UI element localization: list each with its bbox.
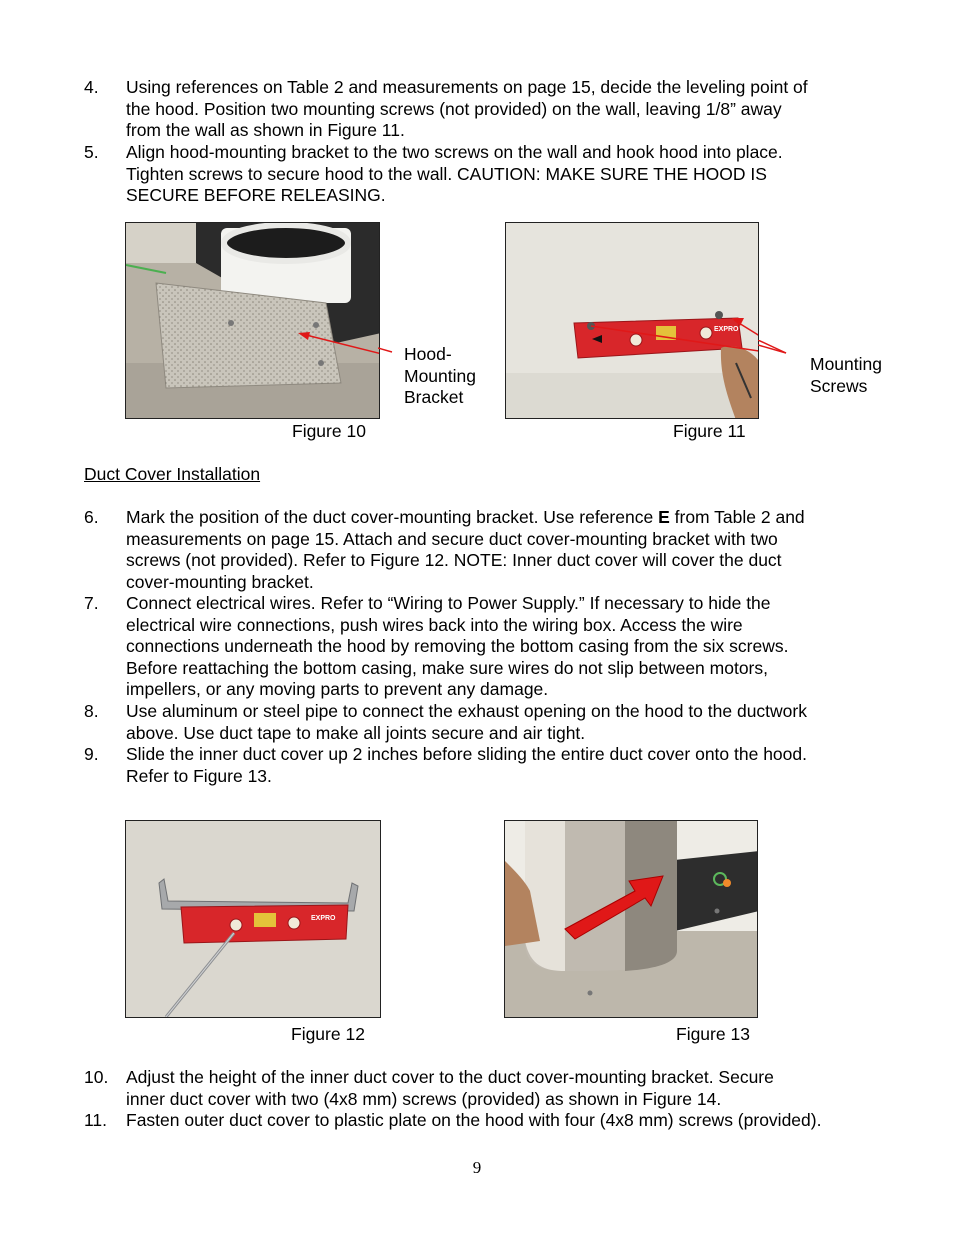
step-text-line: connections underneath the hood by removing the bottom casing from the six screws. [126,636,789,656]
step-text-line [126,507,886,529]
level-brand-text: EXPRO [714,326,739,333]
figure-10-photo [125,222,380,419]
step-number: 8. [84,701,99,721]
step-text-part: Mark the position of the duct cover-mounting bracket. Use reference [126,507,659,527]
step-text-line: inner duct cover with two (4x8 mm) screws (provided) as shown in Figure 14. [126,1088,722,1109]
page-number: 9 [472,1158,482,1177]
step-text-line: Adjust the height of the inner duct cover to the duct cover-mounting bracket. Secure [126,1067,774,1087]
callout-line: Screws [810,375,868,396]
callout-line: Mounting [404,365,476,386]
step-text-line: measurements on page 15. Attach and secure duct cover-mounting bracket with two [126,528,778,549]
step-number: 7. [84,593,99,613]
callout-line: Mounting [810,354,882,374]
step-number: 11. [84,1110,108,1130]
section-heading: Duct Cover Installation [84,464,261,484]
figure-13-photo [504,820,758,1018]
figure-13-caption: Figure 13 [676,1024,750,1044]
figure-11-photo [505,222,759,419]
step-number: 9. [84,744,99,764]
step-number: 10. [84,1067,109,1087]
callout-line: Bracket [404,387,464,407]
step-text-line: Slide the inner duct cover up 2 inches before sliding the entire duct cover onto the hood. [126,744,807,764]
step-text-line: Using references on Table 2 and measurements on page 15, decide the leveling point of [126,77,808,97]
step-text-line: Refer to Figure 13. [126,765,272,786]
step-text-line: from the wall as shown in Figure 11. [126,120,405,140]
arrow-screws-line [758,340,798,370]
step-text-line: above. Use duct tape to make all joints secure and air tight. [126,722,586,743]
figure-12-photo [125,820,381,1018]
figure-10-caption: Figure 10 [292,421,366,441]
step-number: 4. [84,77,99,97]
step-text-line: the hood. Position two mounting screws (not provided) on the wall, leaving 1/8” away [126,98,782,119]
figure-11-caption: Figure 11 [673,421,746,441]
step-number: 5. [84,142,99,162]
step-text-line: impellers, or any moving parts to prevent any damage. [126,679,549,699]
callout-mounting-screws [810,354,882,397]
step-text-line: Align hood-mounting bracket to the two screws on the wall and hook hood into place. [126,142,783,162]
step-text-part: from Table 2 and [669,507,805,527]
step-text-line: Connect electrical wires. Refer to “Wiring to Power Supply.” If necessary to hide the [126,593,771,613]
step-text-line: Fasten outer duct cover to plastic plate on the hood with four (4x8 mm) screws (provided). [126,1110,822,1130]
callout-line: Hood- [404,344,452,364]
step-text-line: SECURE BEFORE RELEASING. [126,185,386,205]
step-text-line: Use aluminum or steel pipe to connect the exhaust opening on the hood to the ductwork [126,701,807,721]
level-brand-text: EXPRO [311,915,336,922]
step-text-line: screws (not provided). Refer to Figure 12. NOTE: Inner duct cover will cover the duct [126,550,782,570]
step-text-line: cover-mounting bracket. [126,571,314,592]
step-text-line: Tighten screws to secure hood to the wall. CAUTION: MAKE SURE THE HOOD IS [126,163,767,184]
figure-12-caption: Figure 12 [291,1024,365,1044]
step-number: 6. [84,507,99,527]
step-text-line: Before reattaching the bottom casing, make sure wires do not slip between motors, [126,657,768,678]
arrow-bracket-line [378,340,418,370]
reference-letter: E [658,507,670,527]
step-text-line: electrical wire connections, push wires back into the wiring box. Access the wire [126,614,743,635]
